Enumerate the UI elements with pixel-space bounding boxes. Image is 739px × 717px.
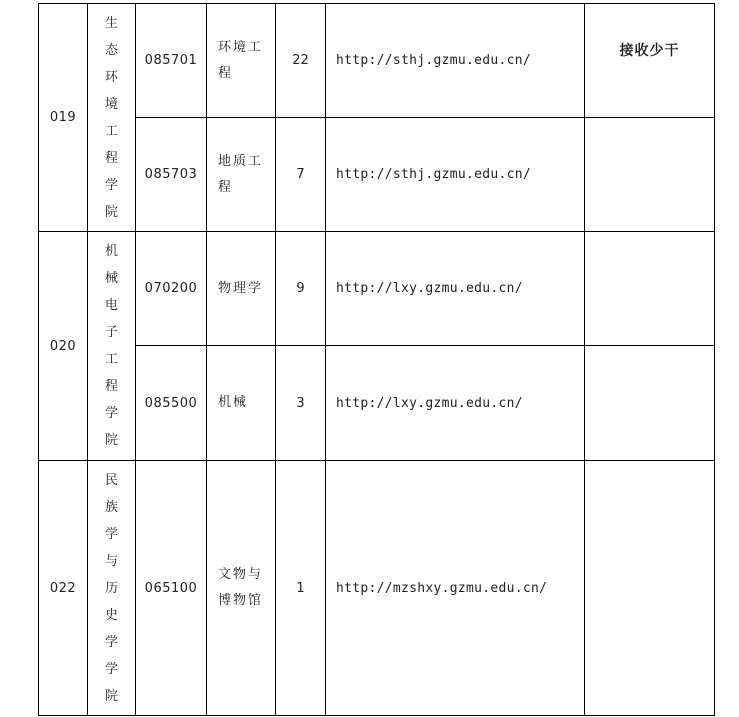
website-link[interactable]: http://sthj.gzmu.edu.cn/ (326, 4, 585, 118)
table-row (39, 118, 715, 232)
table-row (39, 461, 715, 716)
college-name-cell (88, 461, 136, 716)
quota: 9 (276, 232, 326, 346)
major-name: 地质工程 (207, 118, 276, 232)
college-code: 022 (39, 461, 88, 716)
website-link[interactable]: http://lxy.gzmu.edu.cn/ (326, 232, 585, 346)
major-code: 065100 (136, 461, 207, 716)
note (585, 118, 715, 232)
major-code: 085500 (136, 346, 207, 461)
college-name: 生态环境工程学院 (104, 15, 118, 220)
quota: 22 (276, 4, 326, 118)
note (585, 232, 715, 346)
note-cell (585, 4, 715, 118)
quota: 3 (276, 346, 326, 461)
college-name: 机械电子工程学院 (104, 244, 118, 448)
college-code: 020 (39, 232, 88, 461)
major-name: 环境工程 (207, 4, 276, 118)
major-name: 文物与博物馆 (207, 461, 276, 716)
note (585, 461, 715, 716)
note: 接收少干 (619, 43, 680, 59)
college-name-cell (88, 232, 136, 461)
enrollment-table (38, 3, 715, 716)
major-code: 085701 (136, 4, 207, 118)
note (585, 346, 715, 461)
major-code: 070200 (136, 232, 207, 346)
college-code: 019 (39, 4, 88, 232)
college-name: 民族学与历史学学院 (104, 472, 118, 704)
table-row (39, 232, 715, 346)
quota: 7 (276, 118, 326, 232)
major-name: 物理学 (207, 232, 276, 346)
major-name: 机械 (207, 346, 276, 461)
table-row (39, 346, 715, 461)
college-name-cell (88, 4, 136, 232)
website-link[interactable]: http://lxy.gzmu.edu.cn/ (326, 346, 585, 461)
website-link[interactable]: http://mzshxy.gzmu.edu.cn/ (326, 461, 585, 716)
quota: 1 (276, 461, 326, 716)
website-link[interactable]: http://sthj.gzmu.edu.cn/ (326, 118, 585, 232)
major-code: 085703 (136, 118, 207, 232)
table-row (39, 4, 715, 118)
